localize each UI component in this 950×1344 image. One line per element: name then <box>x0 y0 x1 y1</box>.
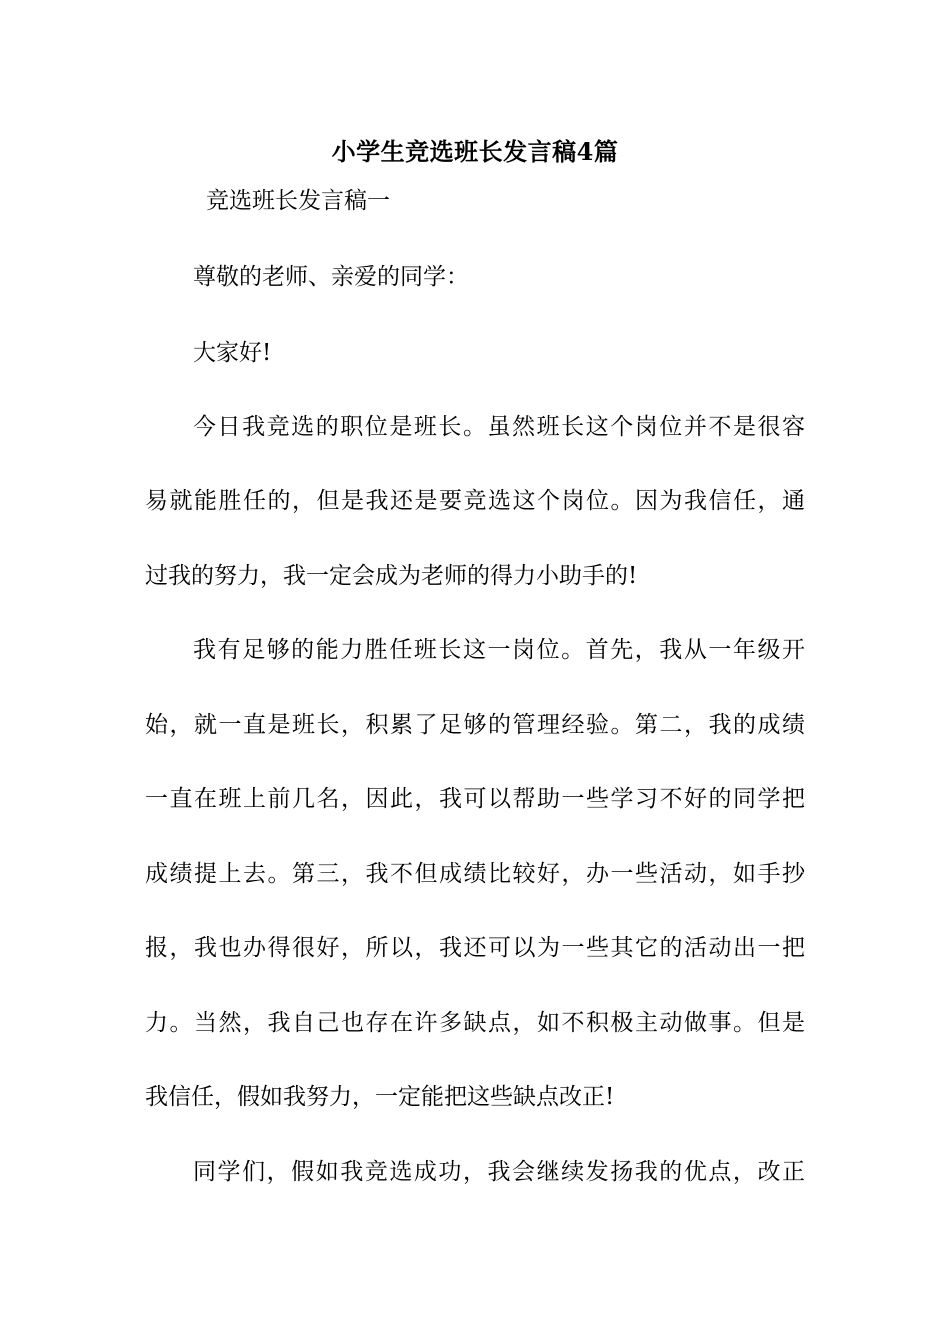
paragraph-line: 过我的努力，我一定会成为老师的得力小助手的! <box>145 563 638 589</box>
paragraph-line: 今日我竞选的职位是班长。虽然班长这个岗位并不是很容 <box>193 414 805 440</box>
paragraph-line: 成绩提上去。第三，我不但成绩比较好，办一些活动，如手抄 <box>145 861 805 887</box>
paragraph-line: 力。当然，我自己也存在许多缺点，如不积极主动做事。但是 <box>145 1010 805 1036</box>
paragraph-line: 报，我也办得很好，所以，我还可以为一些其它的活动出一把 <box>145 935 805 961</box>
paragraph-line: 我信任，假如我努力，一定能把这些缺点改正! <box>145 1084 615 1110</box>
greeting-line: 大家好! <box>193 340 272 366</box>
salutation-line: 尊敬的老师、亲爱的同学： <box>193 264 469 290</box>
paragraph-line: 一直在班上前几名，因此，我可以帮助一些学习不好的同学把 <box>145 786 805 812</box>
section-heading: 竞选班长发言稿一 <box>206 188 390 214</box>
paragraph-line: 易就能胜任的，但是我还是要竞选这个岗位。因为我信任，通 <box>145 488 805 514</box>
paragraph-line: 我有足够的能力胜任班长这一岗位。首先，我从一年级开 <box>193 637 805 663</box>
paragraph-line: 始，就一直是班长，积累了足够的管理经验。第二，我的成绩 <box>145 712 805 738</box>
paragraph-line: 同学们，假如我竞选成功，我会继续发扬我的优点，改正 <box>193 1159 805 1185</box>
document-title: 小学生竞选班长发言稿4篇 <box>331 137 619 166</box>
